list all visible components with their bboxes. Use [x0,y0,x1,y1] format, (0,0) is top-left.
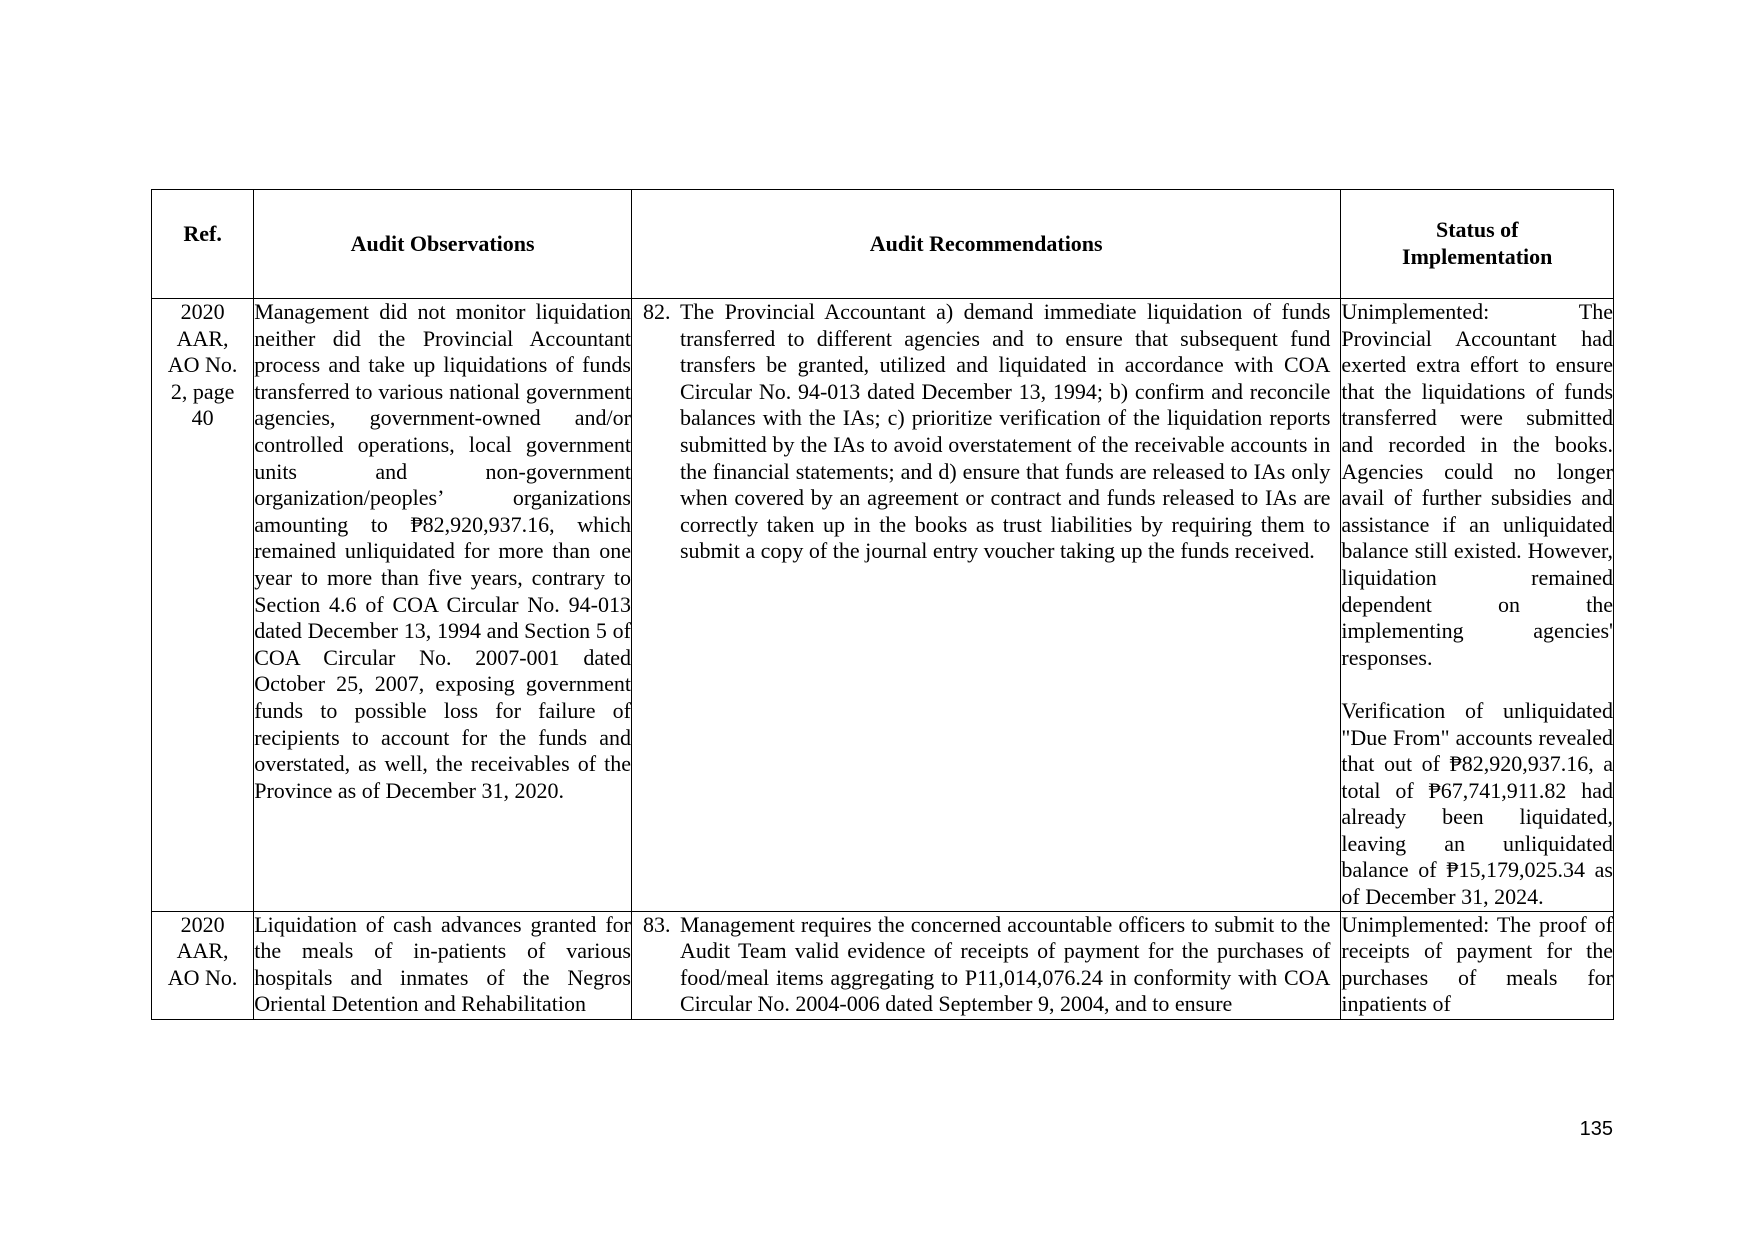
table-row [152,911,1614,1019]
recommendation-text: Management requires the concerned accountable officers to submit to the Audit Team valid evidence of receipts of payment for the purchases of food/meal items aggregating to P11,014,076.24 in conformity with COA Circular No. 2004-006 dated September 9, 2004, and to ensure [679,911,1331,1017]
recommendation-text: The Provincial Accountant a) demand immediate liquidation of funds transferred to different agencies and to ensure that subsequent fund transfers be granted, utilized and liquidated in accordance with COA Circular No. 94-013 dated December 13, 1994; b) confirm and reconcile balances with the IAs; c) prioritize verification of the liquidation reports submitted by the IAs to avoid overstatement of the receivable accounts in the financial statements; and d) ensure that funds are released to IAs only when covered by an agreement or contract and funds released to IAs are correctly taken up in the books as trust liabilities by requiring them to submit a copy of the journal entry voucher taking up the funds received. [679,299,1331,564]
ref-text: 2020 AAR, AO No. [167,911,238,990]
header-status [1341,190,1614,299]
status-paragraph-1: Unimplemented: The proof of receipts of payment for the purchases of meals for inpatients of [1341,911,1613,1017]
status-paragraph-1: Unimplemented: The Provincial Accountant had exerted extra effort to ensure that the liquidations of funds transferred were submitted and recorded in the books. Agencies could no longer avail of further subsidies and assistance if an unliquidated balance still existed. However, liquidation remained dependent on the implementing agencies' responses. [1341,299,1613,670]
header-recommendations: Audit Recommendations [631,190,1340,299]
status-cell [1341,911,1614,1019]
recommendation-cell [631,299,1340,912]
recommendation-number: 83. [642,911,671,937]
recommendation-cell [631,911,1340,1019]
header-row [152,190,1614,299]
observation-cell [254,911,632,1019]
observation-text: Liquidation of cash advances granted for the meals of in-patients of various hospitals and inmates of the Negros Oriental Detention and Rehabilitation [254,911,631,1017]
header-status-line2: Implementation [1402,244,1553,269]
recommendation-number: 82. [642,299,671,324]
header-status-line1: Status of [1435,217,1519,243]
header-ref: Ref. [152,190,254,299]
ref-text: 2020 AAR, AO No. 2, page 40 [167,299,238,431]
audit-table [151,189,1614,1020]
status-paragraph-2: Verification of unliquidated "Due From" accounts revealed that out of ₱82,920,937.16, a total of ₱67,741,911.82 had already been liquidated, leaving an unliquidated balance of ₱15,179,025.34 as of December 31, 2024. [1341,697,1613,910]
observation-cell: Management did not monitor liquidation neither did the Provincial Accountant process and take up liquidations of funds transferred to various national government agencies, government-owned and/or controlled operations, local government units and non-government organization/peoples’ organizations amounting to ₱82,920,937.16, which remained unliquidated for more than one year to more than five years, contrary to Section 4.6 of COA Circular No. 94-013 dated December 13, 1994 and Section 5 of COA Circular No. 2007-001 dated October 25, 2007, exposing government funds to possible loss for failure of recipients to account for the funds and overstated, as well, the receivables of the Province as of December 31, 2020. [254,299,632,912]
status-cell [1341,299,1614,912]
header-observations: Audit Observations [254,190,632,299]
table-row [152,299,1614,912]
page-number: 135 [1579,1118,1613,1140]
status-spacer [1341,671,1613,698]
ref-cell [152,299,254,912]
ref-cell [152,911,254,1019]
